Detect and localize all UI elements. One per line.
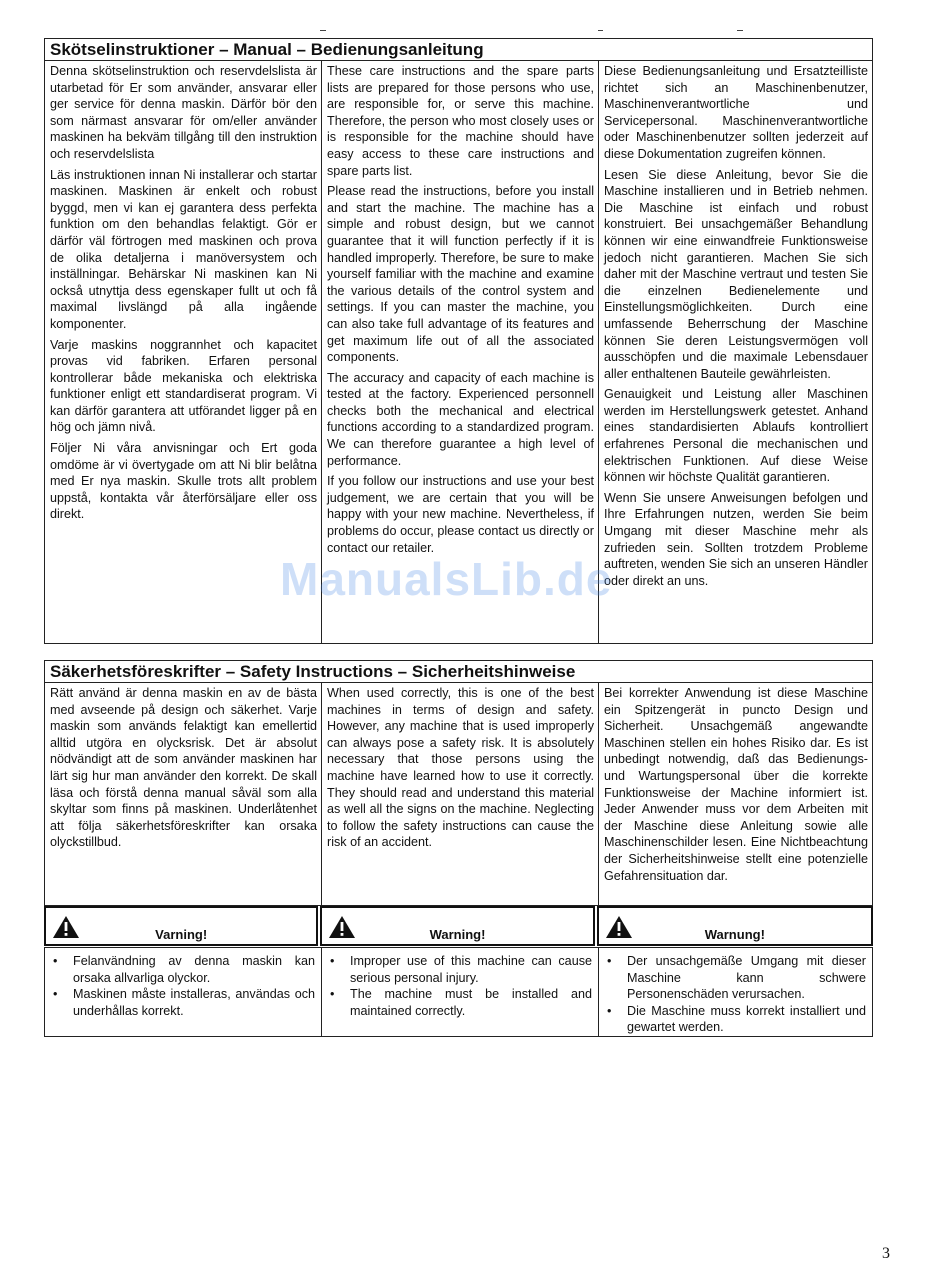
list-item: • Improper use of this machine can cause serious personal injury. [328,953,592,986]
column-german [599,683,872,905]
warning-box-german [597,906,873,946]
column-swedish [45,61,322,643]
warning-label: Warning! [429,927,486,942]
bullets-german [599,948,872,1036]
list-item: • Felanvändning av denna maskin kan orsaka allvarliga olyckor. [51,953,315,986]
paragraph: Lesen Sie diese Anleitung, bevor Sie die Maschine installieren und in Betrieb nehmen. Die Maschine ist einfach und robust konstruiert. Bei unsachgemäßer Behandlung können wir eine einwandfreie Funktionsweise jedoch nicht garantieren. Machen Sie sich daher mit der Maschine vertraut und testen Sie die einzelnen Bedienelemente und Einstellungsmöglichkeiten. Durch eine umfassende Beherrschung der Maschine können Sie deren Leistungsvermögen voll ausschöpfen und die maximale Lebensdauer aller enthaltenen Bauteile gewährleisten. [604,167,868,381]
bullets-swedish [45,948,322,1036]
paragraph: If you follow our instructions and use your best judgement, we are certain that you will be happy with your new machine. Nevertheless, if problems do occur, please contact us directly or contact our retailer. [327,474,594,555]
bullets-english [322,948,599,1036]
paragraph: Rätt använd är denna maskin en av de bästa med avseende på design och säkerhet. Varje maskin som används felaktigt kan emellertid alltid utgöra en olycksrisk. Det är absolut nödvändigt att de som använder maskinen har lärt sig hur man använder den korrekt. De skall läsa och förstå denna manual såväl som alla skyltar som finns på maskinen. Underlåtenhet att följa säkerhetsföreskrifter kan orsaka olyckstillbud. [50,686,317,850]
warning-box-english [320,906,594,946]
warning-label: Varning! [155,927,208,942]
list-item: • Der unsachgemäße Umgang mit dieser Maschine kann schwere Personenschäden verursachen. [605,953,866,1003]
section-title: Säkerhetsföreskrifter – Safety Instructions – Sicherheitshinweise [45,661,872,683]
paragraph: Please read the instructions, before you install and start the machine. The machine has a simple and robust design, but we cannot guarantee that it will function perfectly if it is handled improperly. Therefore, be sure to make yourself familiar with the machine and examine the various details of the control system and settings. If you can master the machine, you can also take full advantage of its features and get maximum life out of all the associated components. [327,184,594,365]
column-swedish [45,683,322,905]
paragraph: Bei korrekter Anwendung ist diese Maschine ein Spitzengerät in puncto Design und Sicherheit. Unsachgemäß angewandte Maschinen stellen ein hohes Risiko dar. Es ist unbedingt notwendig, daß das Bedienungs- und Wartungspersonal über die korrekte Funktionsweise der Machine informiert ist. Jeder Anwender muss vor dem Arbeiten mit der Maschine diese Anleitung sowie alle Maschinenschilder lesen. Eine Nichtbeachtung der Sicherheitshinweise stellt eine potenzielle Gefahrensituation dar. [604,686,868,883]
column-german [599,61,872,643]
column-english [322,683,599,905]
warning-box-swedish [44,906,318,946]
column-english [322,61,599,643]
page-number: 3 [882,1245,890,1262]
paragraph: Följer Ni våra anvisningar och Ert goda omdöme är vi övertygade om att Ni blir belåtna med Er nya maskin. Skulle trots allt problem uppstå, kontakta vår återförsäljare eller oss direkt. [50,441,317,522]
warning-label: Warnung! [704,927,765,942]
watermark: ManualsLib.de [280,553,613,605]
paragraph: The accuracy and capacity of each machine is tested at the factory. Experienced personnell checks both the mechanical and electrical functions according to a standardized program. We can therefore guarantee a high level of performance. [327,370,594,468]
list-item: • The machine must be installed and maintained correctly. [328,986,592,1019]
paragraph: When used correctly, this is one of the best machines in terms of design and safety. However, any machine that is used improperly can always pose a safety risk. It is absolutely necessary that those persons using the machine have learned how to use it correctly. They should read and understand this material as well all the signs on the machine. Neglecting to follow the safety instructions can cause the risk of an accident. [327,686,594,850]
section-title: Skötselinstruktioner – Manual – Bedienungsanleitung [45,39,872,61]
list-item: • Die Maschine muss korrekt installiert und gewartet werden. [605,1003,866,1036]
paragraph: These care instructions and the spare parts lists are prepared for those persons who use, are responsible for, or serve this machine. Therefore, the person who most closely uses or is responsible for the machine should have easy access to these care instructions and spare parts list. [327,64,594,178]
warning-header-row [44,906,873,946]
paragraph: Genauigkeit und Leistung aller Maschinen werden im Herstellungswerk getestet. Anhand eines standardisierten Ablaufs kontrolliert erfahrenes Personal die mechanischen und elektrischen Funktionen. Auf diese Weise können wir höchste Qualität garantieren. [604,387,868,485]
paragraph: Denna skötselinstruktion och reservdelslista är utarbetad för Er som använder, ansvarar eller ger service för denna maskin. Därför bör den som närmast ansvarar för om/eller använder maskinen ha bekväm tillgång till den instruktion och reservdelslista [50,64,317,161]
list-item: • Maskinen måste installeras, användas och underhållas korrekt. [51,986,315,1019]
paragraph: Diese Bedienungsanleitung und Ersatzteilliste richtet sich an Maschinenbenutzer, Maschinenverantwortliche und Servicepersonal. Maschinenverantwortliche oder Maschinenbenutzer sollten jederzeit auf diese Dokumentation zugreifen können. [604,64,868,161]
paragraph: Wenn Sie unsere Anweisungen befolgen und Ihre Erfahrungen nutzen, werden Sie beim Umgang mit dieser Maschine mehr als zufrieden sein. Sollten trotzdem Probleme auftreten, wenden Sie sich an unseren Händler oder direkt an uns. [604,490,868,588]
section-safety [44,660,873,906]
paragraph: Läs instruktionen innan Ni installerar och startar maskinen. Maskinen är enkelt och robust byggd, men vi kan ej garantera dess perfekta funktion om den behandlas felaktigt. Gör er därför väl förtrogen med maskinen och prova de olika detaljerna i manöversystem och inställningar. Behärskar Ni maskinen kan Ni också utnyttja dess egenskaper fullt ut och få maximal livslängd på alla ingående komponenter. [50,167,317,331]
section-manual [44,38,873,644]
warning-bullets [44,947,873,1037]
paragraph: Varje maskins noggrannhet och kapacitet provas vid fabriken. Erfaren personal kontrollerar både mekaniska och elektriska funktioner enligt ett standardiserat program. Vi kan därför garantera att utförandet ligger på en hög och jämn nivå. [50,337,317,435]
